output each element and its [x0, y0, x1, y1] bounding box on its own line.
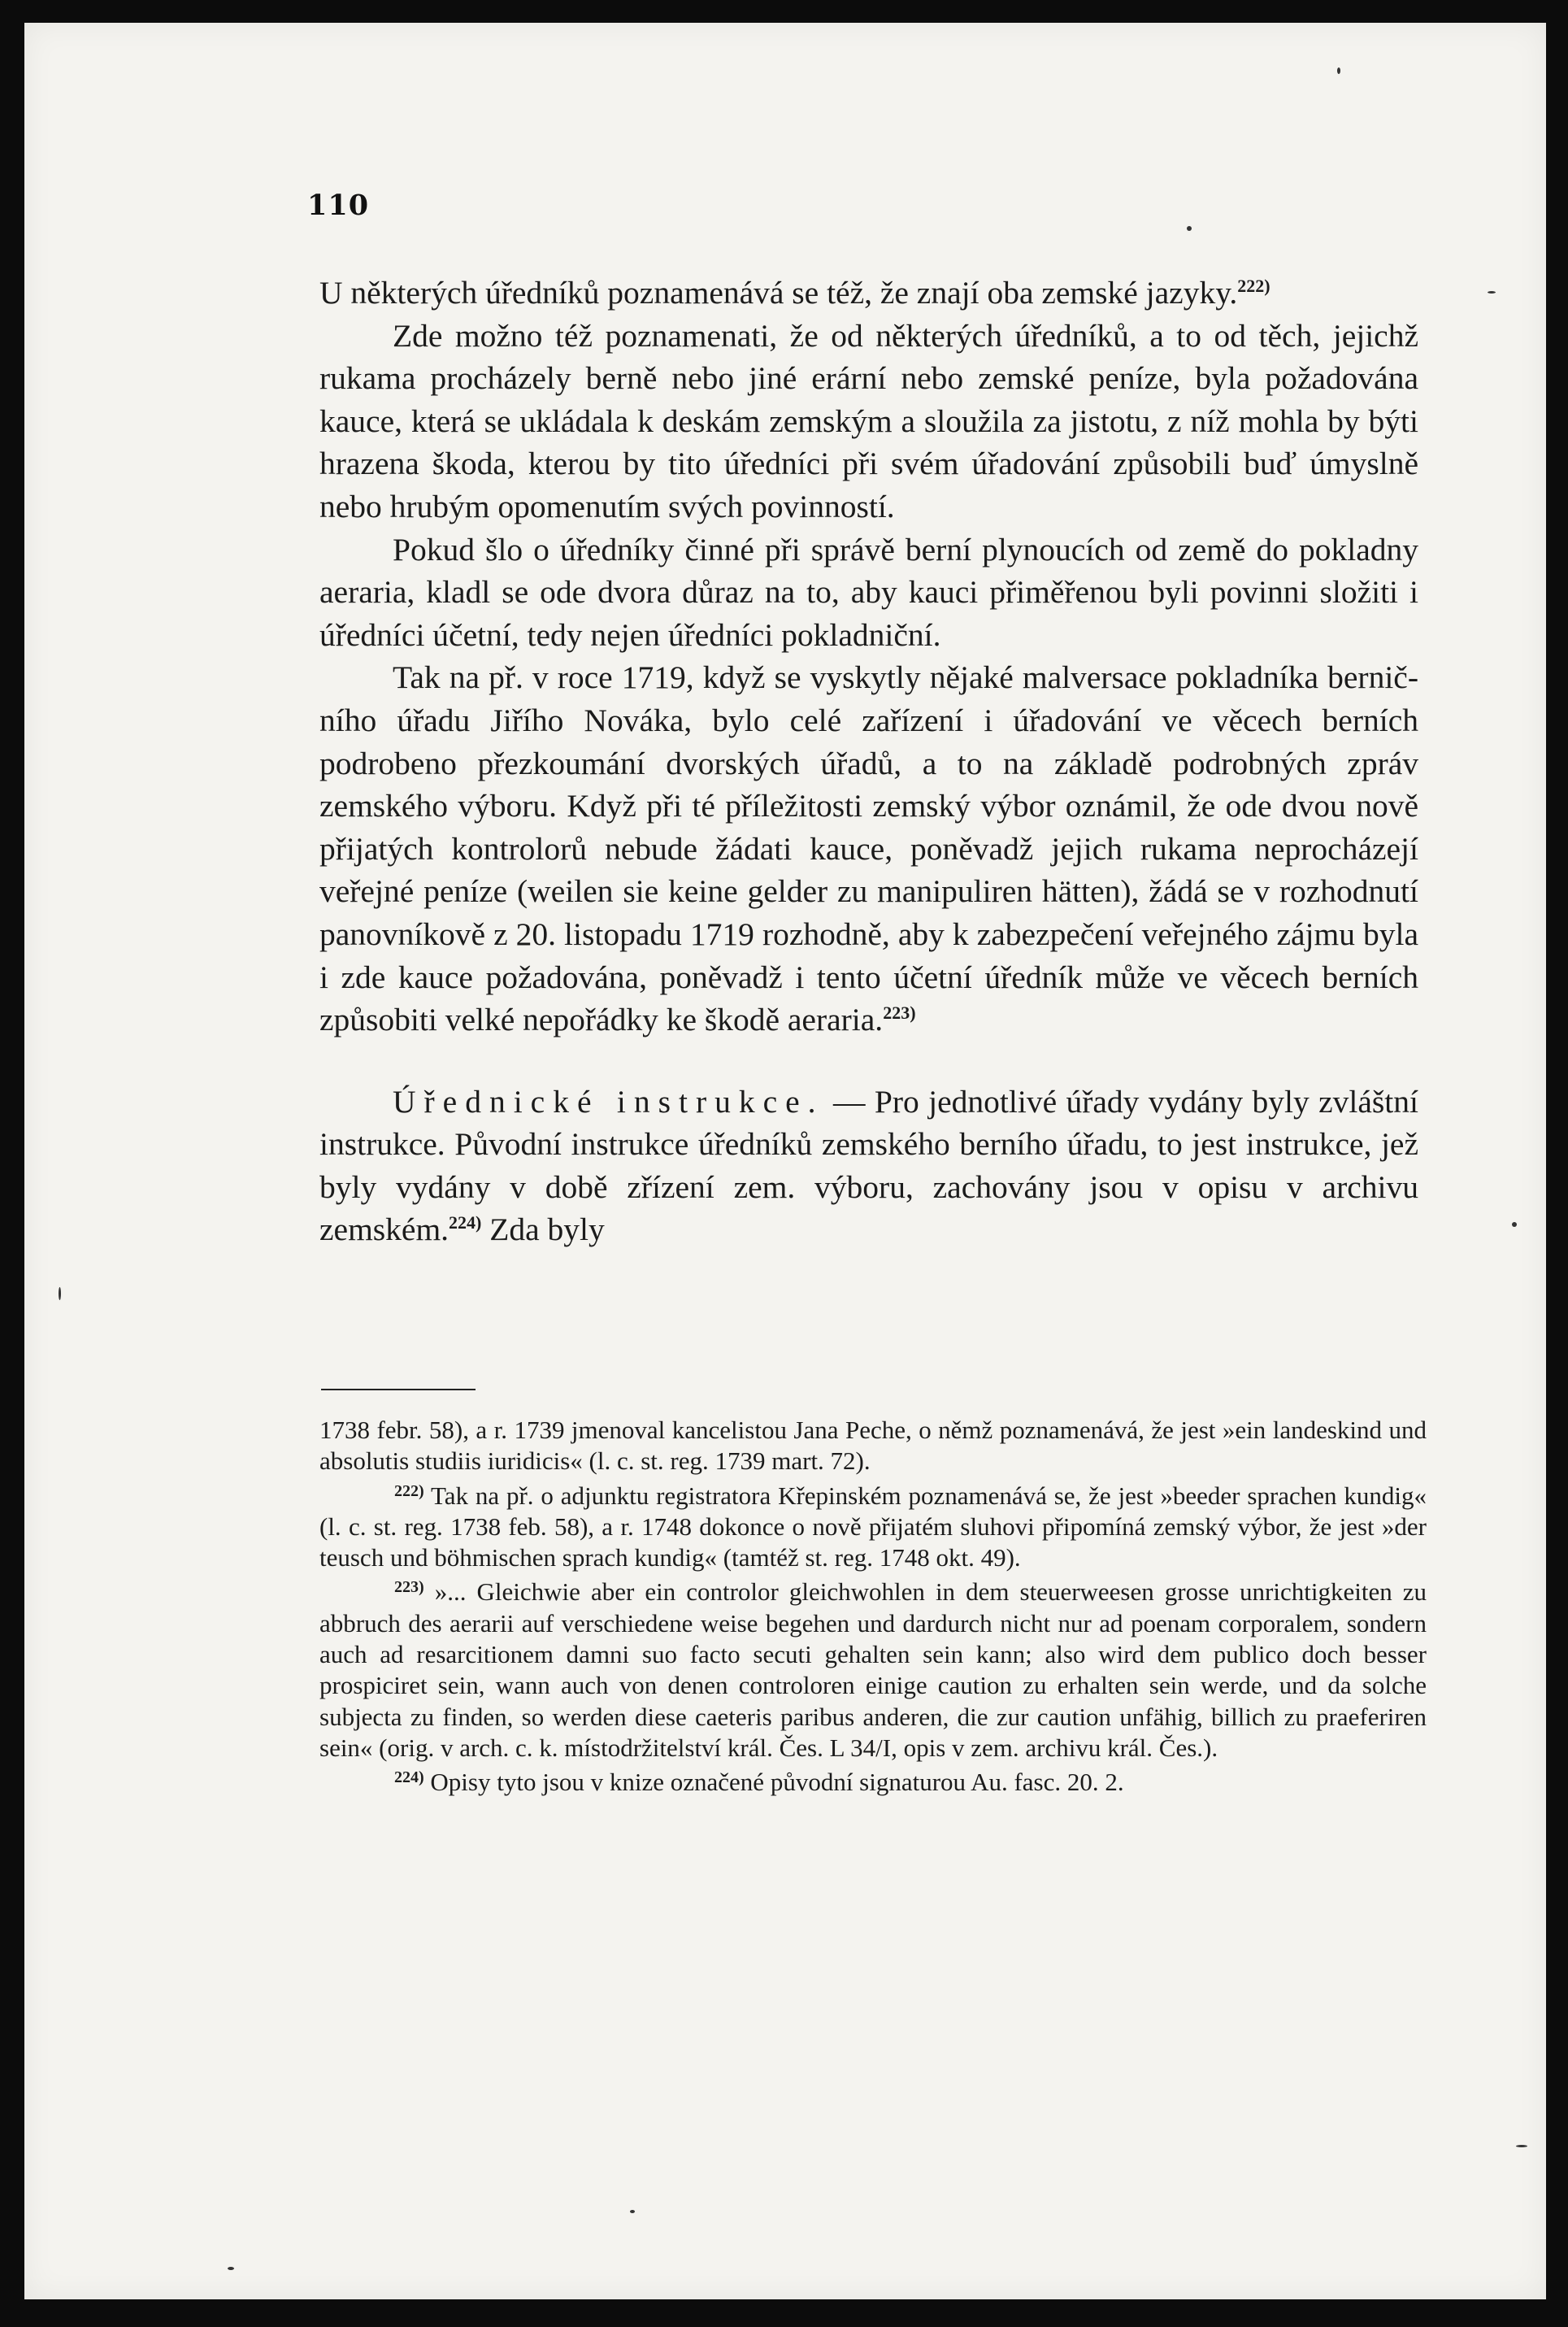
scan-speck [59, 1287, 61, 1300]
paragraph-text: Zda byly [489, 1211, 605, 1248]
paragraph-text: U některých úředníků poznamenává se též, že znají oba zemské jazyky. [319, 275, 1238, 311]
footnote-number: 222) [394, 1481, 424, 1500]
main-text [319, 272, 1418, 1251]
footnote [319, 1767, 1427, 1798]
paragraph [319, 1081, 1418, 1251]
footnote-ref: 224) [449, 1212, 482, 1233]
paragraph-text: — Pro jednotlivé úřady vydány byly zvláštní instrukce. Původní instrukce úředníků zemského berního úřadu, to jest instrukce, jež byly vydány v době zřízení zem. výboru, zachovány jsou v opisu v archivu zemském. [319, 1083, 1418, 1248]
scan-speck [1512, 1222, 1517, 1227]
scan-speck [1187, 226, 1192, 231]
footnote [319, 1577, 1427, 1764]
footnote [319, 1481, 1427, 1574]
paragraph [319, 656, 1418, 1041]
footnote-text: Tak na př. o adjunktu registratora Křepinském poznamenává se, že jest »beeder sprachen kundig« (l. c. st. reg. 1738 feb. 58), a r. 1748 dokonce o nově přijatém sluhovi připomíná zemský výbor, že jest »der teusch und böhmischen sprach kundig« (tamtéž st. reg. 1748 okt. 49). [319, 1481, 1427, 1572]
paragraph: Pokud šlo o úředníky činné při správě berní plynoucích od země do pokladny aeraria, kladl se ode dvora důraz na to, aby kauci přiměřenou byli povinni složiti i úředníci účetní, tedy nejen úředníci pokladniční. [319, 531, 1418, 653]
scan-speck [1516, 2145, 1527, 2147]
paragraph [319, 272, 1418, 315]
section-heading: Úřednické instrukce. [393, 1083, 824, 1120]
footnote-continuation: 1738 febr. 58), a r. 1739 jmenoval kancelistou Jana Peche, o němž poznamenává, že jest »ein landeskind und absolutis studiis iuridicis« (l. c. st. reg. 1739 mart. 72). [319, 1416, 1427, 1476]
footnote-text: Opisy tyto jsou v knize označené původní signaturou Au. fasc. 20. 2. [430, 1768, 1124, 1797]
scan-speck [1337, 67, 1340, 74]
footnote-ref: 223) [883, 1003, 916, 1024]
scan-speck [228, 2267, 234, 2270]
footnote-number: 224) [394, 1768, 424, 1787]
scan-speck [1488, 291, 1496, 294]
footnote-text: »... Gleichwie aber ein controlor gleichwohlen in dem steuerweesen grosse unrichtigkeiten zu abbruch des aerarii auf verschiedene weise begehen und dardurch nicht nur ad poenam corporalem, sondern auch ad resarcitionem damni suo facto secuti gehalten sein kann; also wird dem publico doch besser prospiciret sein, wann auch von denen controloren einige caution zu erhalten sein werde, und da solche subjecta zu finden, so werden diese caeteris paribus anderen, die zur caution unfähig, billich zu praeferiren sein« (orig. v arch. c. k. místodržitelství král. Čes. L 34/I, opis v zem. archivu král. Čes.). [319, 1577, 1427, 1762]
paragraph: Zde možno též poznamenati, že od některých úředníků, a to od těch, jejichž rukama procházely berně nebo jiné erární nebo zemské peníze, byla požadována kauce, která se ukládala k deskám zemským a sloužila za jistotu, z níž mohla by býti hrazena škoda, kterou by tito úředníci při svém úřadování způsobili buď úmyslně nebo hrubým opomenutím svých povinností. [319, 317, 1418, 524]
paragraph-text: Tak na př. v roce 1719, když se vyskytly nějaké malversace pokladníka berničního úřadu Jiřího Nováka, bylo celé zařízení i úřadování ve věcech berních podrobeno přezkoumání dvorských úřadů, a to na základě podrobných zpráv zemského výboru. Když při té příležitosti zemský výbor oznámil, že ode dvou nově přijatých kontrolorů nebude žádati kauce, poněvadž jejich rukama neprocházejí veřejné peníze (weilen sie keine gelder zu manipuliren hätten), žádá se v rozhodnutí panovníkově z 20. listopadu 1719 rozhodně, aby k zabezpečení veřejného zájmu byla i zde kauce požadována, poněvadž i tento účetní úředník může ve věcech berních způsobiti velké nepořádky ke škodě aeraria. [319, 659, 1418, 1038]
footnote-ref: 222) [1237, 276, 1270, 296]
scan-speck [630, 2210, 635, 2213]
footnotes [319, 1415, 1427, 1802]
page-number: 110 [307, 189, 370, 222]
footnote-number: 223) [394, 1578, 424, 1597]
footnote-divider [321, 1389, 476, 1390]
